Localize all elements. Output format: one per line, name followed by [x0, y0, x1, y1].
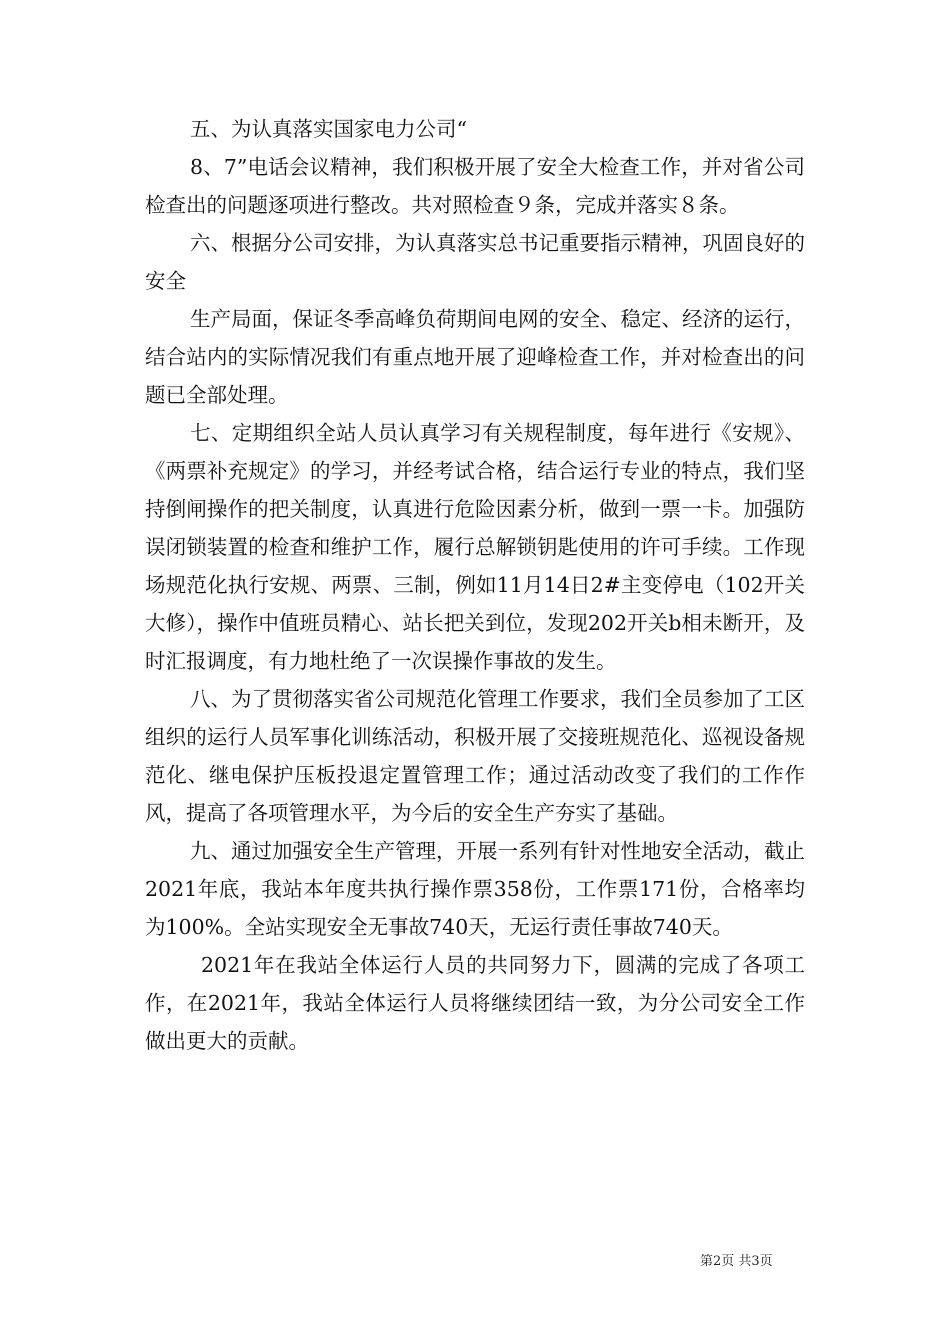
page-number: 第2页 共3页: [700, 1254, 773, 1269]
paragraph-5-body: 8、7”电话会议精神，我们积极开展了安全大检查工作，并对省公司检查出的问题逐项进行整改。共对照检查９条，完成并落实８条。: [145, 155, 805, 217]
paragraph-7: 七、定期组织全站人员认真学习有关规程制度，每年进行《安规》、《两票补充规定》的学习，并经考试合格，结合运行专业的特点，我们坚持倒闸操作的把关制度，认真进行危险因素分析，做到一票一卡。加强防误闭锁装置的检查和维护工作，履行总解锁钥匙使用的许可手续。工作现场规范化执行安规、两票、三制，例如11月14日2#主变停电（102开关大修），操作中值班员精心、站长把关到位，发现202开关b相未断开，及时汇报调度，有力地杜绝了一次误操作事故的发生。: [145, 421, 805, 673]
paragraph-9: 九、通过加强安全生产管理，开展一系列有针对性地安全活动，截止2021年底，我站本年度共执行操作票358份，工作票171份，合格率均为100%。全站实现安全无事故740天，无运行责任事故740天。: [145, 839, 805, 939]
paragraph-closing: 2021年在我站全体运行人员的共同努力下，圆满的完成了各项工作，在2021年，我站全体运行人员将继续团结一致，为分公司安全工作做出更大的贡献。: [145, 953, 805, 1053]
paragraph-8: 八、为了贯彻落实省公司规范化管理工作要求，我们全员参加了工区组织的运行人员军事化训练活动，积极开展了交接班规范化、巡视设备规范化、继电保护压板投退定置管理工作；通过活动改变了我们的工作作风，提高了各项管理水平，为今后的安全生产夯实了基础。: [145, 687, 805, 825]
paragraph-6-heading: 六、根据分公司安排，为认真落实总书记重要指示精神，巩固良好的安全: [145, 231, 805, 293]
paragraph-6-body: 生产局面，保证冬季高峰负荷期间电网的安全、稳定、经济的运行，结合站内的实际情况我们有重点地开展了迎峰检查工作，并对检查出的问题已全部处理。: [145, 307, 805, 407]
paragraph-5-heading: 五、为认真落实国家电力公司“: [190, 117, 467, 141]
document-body: [145, 110, 805, 1060]
